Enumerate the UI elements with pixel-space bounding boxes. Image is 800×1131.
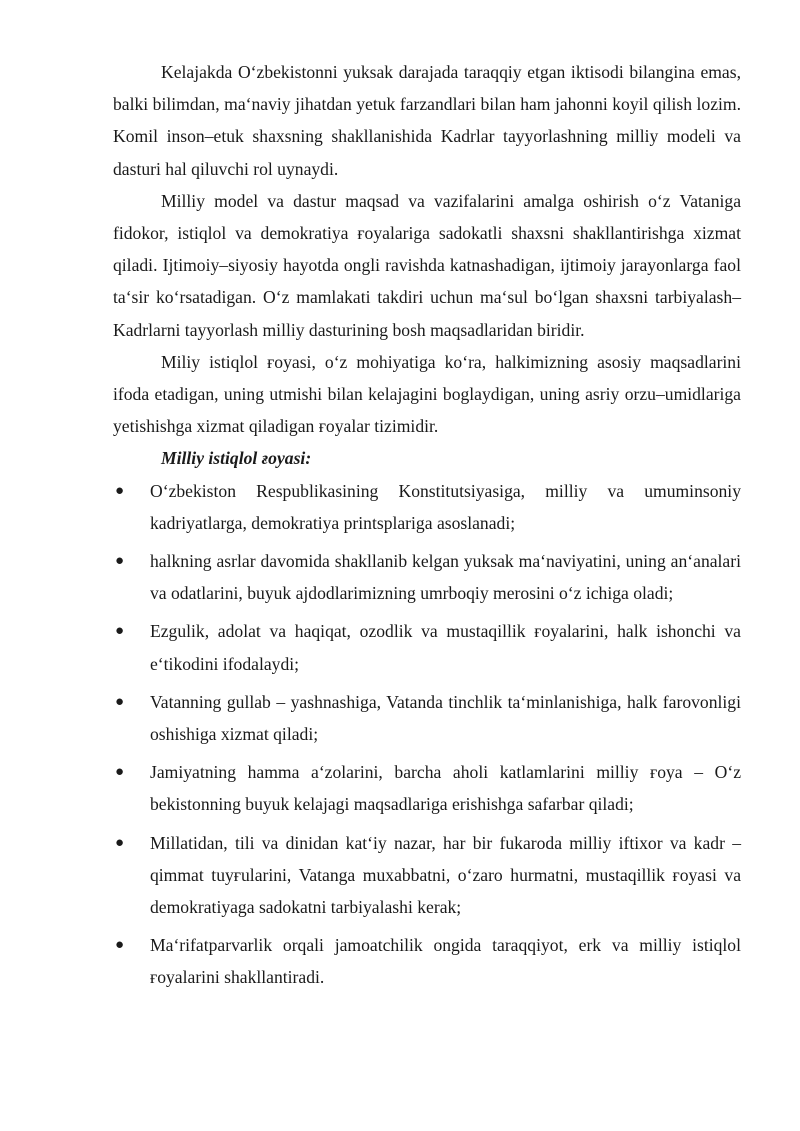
- bullet-icon: ●: [115, 937, 125, 954]
- list-item-text: halkning asrlar davomida shakllanib kelgan yuksak ma‘naviyatini, uning an‘analari va odatlarini, buyuk ajdodlarimizning umrboqiy merosini o‘z ichiga oladi;: [150, 551, 741, 604]
- paragraph-model: Milliy model va dastur maqsad va vazifalarini amalga oshirish o‘z Vataniga fidokor, istiqlol va demokratiya ғoyalariga sadokatli shaxsni shakllantirishga xizmat qiladi. Ijtimoiy–siyosiy hayotda ongli ravishda katnashadigan, ijtimoiy jarayonlarga faol ta‘sir ko‘rsatadigan. O‘z mamlakati takdiri uchun ma‘sul bo‘lgan shaxsni tarbiyalash–Kadrlarni tayyorlash milliy dasturining bosh maqsadlaridan biridir.: [113, 190, 741, 340]
- bullet-list: [113, 475, 741, 994]
- list-item-text: Jamiyatning hamma a‘zolarini, barcha aholi katlamlarini milliy ғoya – O‘z bekistonning buyuk kelajagi maqsadlariga erishishga safarbar qiladi;: [150, 762, 741, 815]
- list-item-text: Vatanning gullab – yashnashiga, Vatanda tinchlik ta‘minlanishiga, halk farovonligi oshishiga xizmat qiladi;: [150, 691, 741, 745]
- list-item-text: Millatidan, tili va dinidan kat‘iy nazar, har bir fukaroda milliy iftixor va kadr – qimmat tuyғularini, Vatanga muxabbatni, o‘zaro hurmatni, mustaqillik ғoyasi va demokratiyaga sadokatni tarbiyalashi kerak;: [150, 832, 741, 918]
- bullet-icon: ●: [115, 834, 125, 851]
- section-heading: Milliy istiqlol ғoyasi:: [161, 448, 312, 469]
- paragraph-intro: Kelajakda O‘zbekistonni yuksak darajada taraqqiy etgan iktisodi bilangina emas, balki bilimdan, ma‘naviy jihatdan yetuk farzandlari bilan ham jahonni koyil qilish lozim. Komil inson–etuk shaxsning shakllanishida Kadrlar tayyorlashning milliy modeli va dasturi hal qiluvchi rol uynaydi.: [113, 62, 741, 179]
- list-item-text: O‘zbekiston Respublikasining Konstitutsiyasiga, milliy va umuminsoniy kadriyatlarga, demokratiya printsplariga asoslanadi;: [150, 480, 741, 533]
- paragraph-idea: Miliy istiqlol ғoyasi, o‘z mohiyatiga ko‘ra, halkimizning asosiy maqsadlarini ifoda etadigan, uning utmishi bilan kelajagini boglaydigan, uning asriy orzu–umidlariga yetishishga xizmat qiladigan ғoyalar tizimidir.: [113, 351, 741, 437]
- bullet-icon: ●: [115, 693, 125, 710]
- bullet-icon: ●: [115, 764, 125, 781]
- bullet-icon: ●: [115, 623, 125, 640]
- list-item-text: Ma‘rifatparvarlik orqali jamoatchilik ongida taraqqiyot, erk va milliy istiqlol ғoyalarini shakllantiradi.: [150, 935, 741, 988]
- list-item: [113, 929, 741, 993]
- list-item: [113, 827, 741, 924]
- list-item: [113, 615, 741, 679]
- document-page: [113, 56, 741, 1000]
- bullet-icon: ●: [115, 553, 125, 570]
- list-item: [113, 545, 741, 609]
- list-item-text: Ezgulik, adolat va haqiqat, ozodlik va mustaqillik ғoyalarini, halk ishonchi va e‘tikodini ifodalaydi;: [150, 621, 741, 674]
- bullet-icon: ●: [115, 482, 125, 499]
- list-item: [113, 756, 741, 820]
- list-item: [113, 475, 741, 539]
- list-item: [113, 686, 741, 750]
